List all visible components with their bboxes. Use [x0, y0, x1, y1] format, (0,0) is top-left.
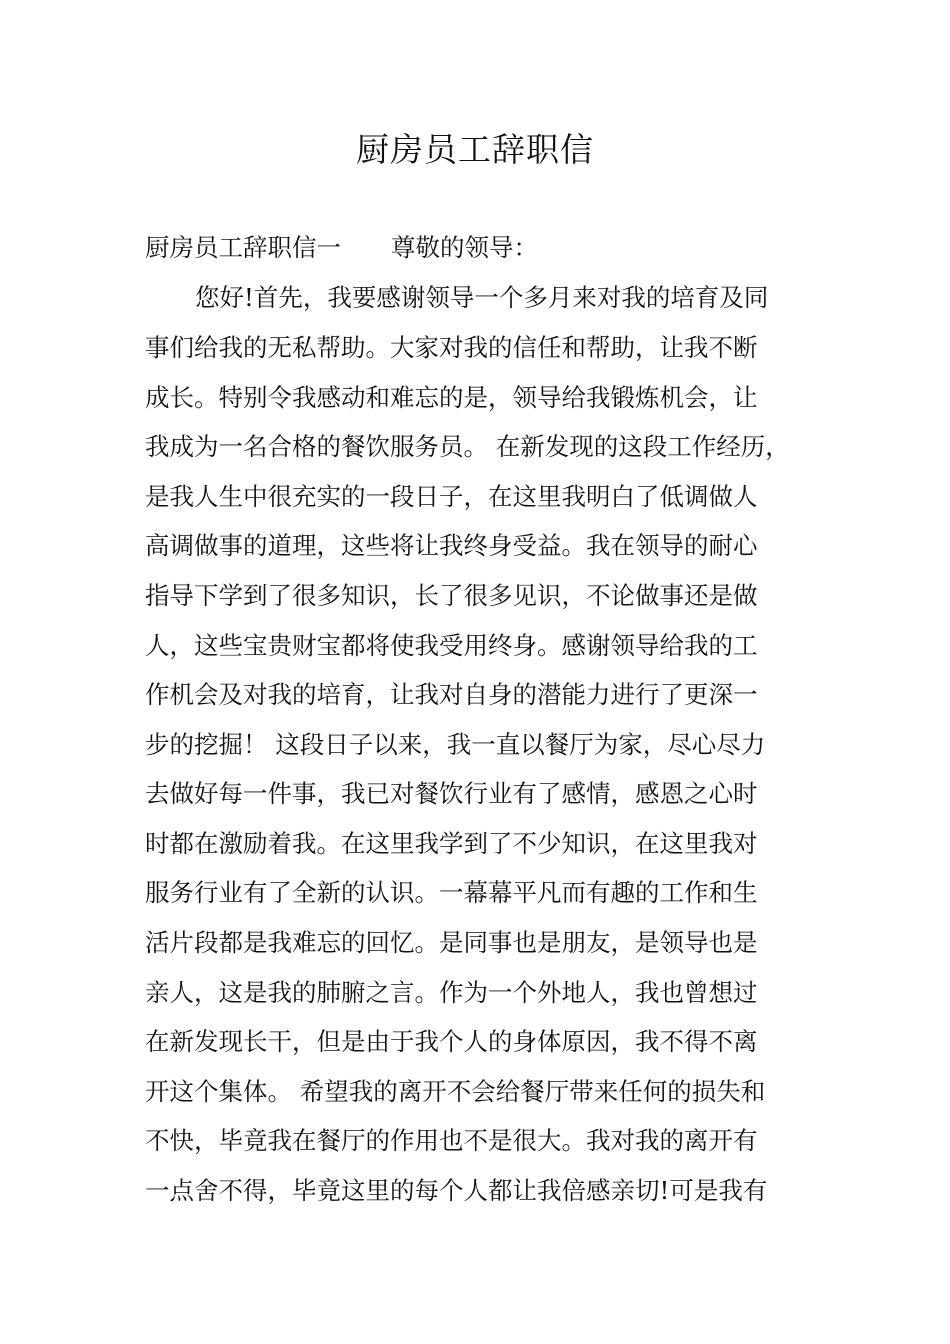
- body-line: 亲人，这是我的肺腑之言。作为一个外地人，我也曾想过: [145, 978, 758, 1007]
- body-line: 去做好每一件事，我已对餐饮行业有了感情，感恩之心时: [145, 779, 758, 808]
- body-line: 是我人生中很充实的一段日子，在这里我明白了低调做人: [145, 482, 758, 511]
- body-line: 开这个集体。 希望我的离开不会给餐厅带来任何的损失和: [145, 1077, 766, 1106]
- body-line: 指导下学到了很多知识，长了很多见识，不论做事还是做: [145, 581, 758, 610]
- body-line: 作机会及对我的培育，让我对自身的潜能力进行了更深一: [145, 680, 758, 709]
- body-line: 我成为一名合格的餐饮服务员。 在新发现的这段工作经历，: [145, 432, 790, 461]
- body-line: 事们给我的无私帮助。大家对我的信任和帮助，让我不断: [145, 333, 758, 362]
- salutation: 尊敬的领导：: [391, 233, 538, 262]
- body-line: 不快，毕竟我在餐厅的作用也不是很大。我对我的离开有: [145, 1126, 758, 1155]
- body-line: 在新发现长干，但是由于我个人的身体原因，我不得不离: [145, 1027, 758, 1056]
- body-line: 时都在激励着我。在这里我学到了不少知识，在这里我对: [145, 829, 758, 858]
- body-line: 您好!首先，我要感谢领导一个多月来对我的培育及同: [195, 283, 769, 312]
- body-line: [145, 228, 835, 268]
- body-line: 人，这些宝贵财宝都将使我受用终身。感谢领导给我的工: [145, 631, 758, 660]
- body-line: 活片段都是我难忘的回忆。是同事也是朋友，是领导也是: [145, 928, 758, 957]
- body-line: 高调做事的道理，这些将让我终身受益。我在领导的耐心: [145, 531, 758, 560]
- body-line: 成长。特别令我感动和难忘的是，领导给我锻炼机会，让: [145, 383, 758, 412]
- document-title: 厨房员工辞职信: [356, 130, 594, 169]
- letter-heading: 厨房员工辞职信一: [145, 233, 341, 262]
- body-line: 服务行业有了全新的认识。一幕幕平凡而有趣的工作和生: [145, 878, 758, 907]
- body-line: 一点舍不得，毕竟这里的每个人都让我倍感亲切!可是我有: [145, 1176, 768, 1205]
- body-line: 步的挖掘！ 这段日子以来，我一直以餐厅为家，尽心尽力: [145, 730, 766, 759]
